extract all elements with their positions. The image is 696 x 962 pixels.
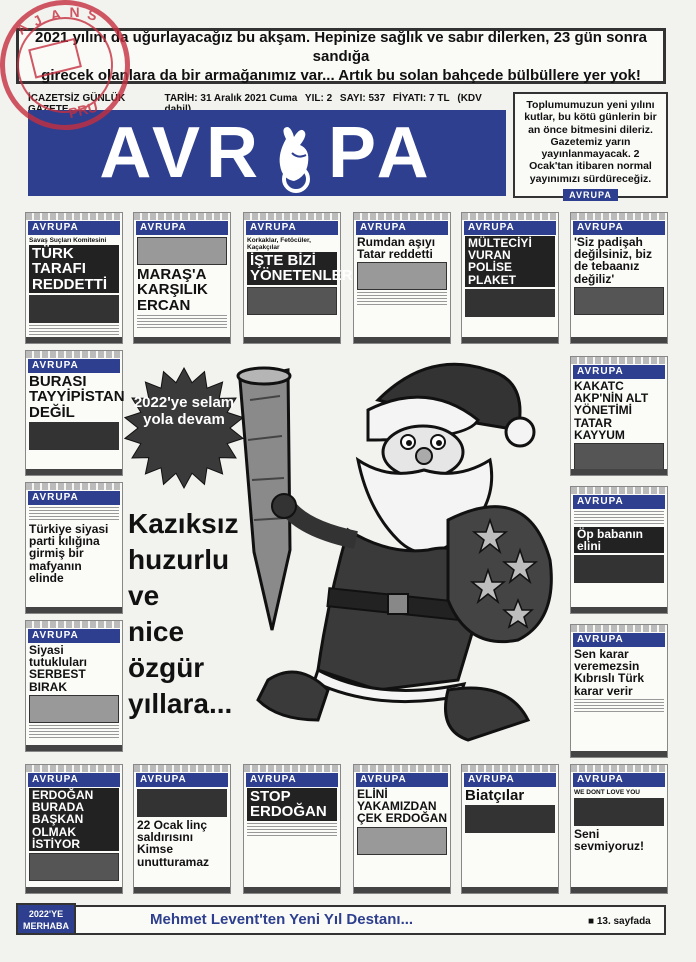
page-photo (29, 422, 119, 450)
holiday-notice (513, 92, 668, 201)
page-headline: Rumdan aşıyı Tatar reddetti (357, 235, 436, 262)
page-text-lines (357, 292, 447, 306)
page-headline: Türkiye siyasi parti kılığına girmiş bir mafyanın elinde (29, 522, 109, 585)
page-logo: AVRUPA (136, 773, 228, 787)
page-footer (134, 887, 230, 893)
page-text-lines (29, 507, 119, 521)
page-headline: Seni sevmiyoruz! (574, 827, 645, 854)
page-photo (29, 295, 119, 323)
stamp-letter-a2: A (48, 5, 63, 24)
page-photo (137, 789, 227, 817)
page-strip (354, 213, 450, 220)
banner-line-2: girecek olanlara da bir armağanımız var... Artık bu solan bahçede bülbüllere yer yok! (41, 66, 641, 84)
page-headline: Biatçılar (465, 787, 525, 804)
page-footer (571, 607, 667, 613)
page-headline: Öp babanın elini (574, 527, 664, 553)
issue-date: TARİH: 31 Aralık 2021 Cuma (164, 93, 298, 104)
page-footer (571, 887, 667, 893)
new-year-slogan (128, 506, 298, 722)
slogan-line-2: huzurlu (128, 544, 230, 575)
page-photo (574, 798, 664, 826)
front-page-thumb (570, 212, 668, 344)
stamp-letter-n: N (69, 4, 80, 21)
page-footer (26, 607, 122, 613)
page-strip (244, 213, 340, 220)
front-page-thumb (25, 482, 123, 614)
page-footer (26, 745, 122, 751)
page-photo (574, 443, 664, 471)
page-tagline: Korkaklar, Fetöcüler, Kaçakçılar (247, 237, 311, 251)
page-headline: BURASI TAYYİPİSTAN DEĞİL (29, 373, 125, 421)
page-logo: AVRUPA (28, 773, 120, 787)
page-strip (134, 213, 230, 220)
starburst-text: 2022'ye selam yola devam (133, 394, 235, 428)
slogan-line-3: ve (128, 580, 160, 611)
front-page-thumb (570, 486, 668, 614)
front-page-thumb (243, 212, 353, 344)
page-logo: AVRUPA (573, 365, 665, 379)
page-headline: STOP ERDOĞAN (247, 788, 337, 821)
slogan-line-5: özgür (128, 652, 205, 683)
page-footer (571, 469, 667, 475)
page-photo (574, 287, 664, 315)
notice-logo: AVRUPA (563, 189, 618, 201)
front-page-thumb (570, 624, 668, 758)
page-photo (465, 289, 555, 317)
page-photo (574, 555, 664, 583)
stamp-bottom-text: PRU (66, 98, 100, 122)
page-headline: Sen karar veremezsin Kıbrıslı Türk karar verir (574, 647, 645, 698)
page-footer (26, 887, 122, 893)
page-strip (462, 765, 558, 772)
front-page-thumb (133, 212, 231, 344)
page-footer (354, 887, 450, 893)
front-page-thumb (25, 212, 123, 344)
page-photo (357, 262, 447, 290)
page-headline: MÜLTECİYİ VURAN POLİSE PLAKET (465, 236, 555, 287)
page-logo: AVRUPA (573, 773, 665, 787)
page-footer (571, 337, 667, 343)
page-strip (354, 765, 450, 772)
page-strip (571, 765, 667, 772)
page-footer (134, 337, 230, 343)
page-headline: MARAŞ'A KARŞILIK ERCAN (137, 266, 208, 314)
stamp-letter-a: A (12, 19, 32, 38)
page-headline: 'Siz padişah değilsiniz, biz de tebaanız değiliz' (574, 235, 653, 286)
page-logo: AVRUPA (464, 773, 556, 787)
page-headline: ELİNİ YAKAMIZDAN ÇEK ERDOĞAN (357, 787, 448, 826)
page-photo (29, 853, 119, 881)
thinker-statue-icon (264, 123, 328, 193)
stamp-letter-s: S (85, 5, 100, 24)
teaser-headline: Mehmet Levent'ten Yeni Yıl Destanı... (150, 911, 414, 928)
page-headline: TÜRK TARAFI REDDETTİ (29, 245, 119, 293)
page-tagline: Savaş Suçları Komitesini (29, 237, 107, 244)
banner-line-1: 2021 yılını da uğurlayacağız bu akşam. Hepinize sağlık ve sabır dilerken, 23 gün sonra sandığa (35, 28, 647, 65)
page-logo: AVRUPA (573, 221, 665, 235)
masthead-label: İCAZETSİZ GÜNLÜK (28, 93, 126, 104)
page-reference: ■ 13. sayfada (588, 916, 651, 927)
page-strip (571, 357, 667, 364)
page-strip (26, 765, 122, 772)
stamp-letter-j: J (30, 11, 45, 30)
front-page-thumb (243, 764, 341, 894)
page-logo: AVRUPA (573, 633, 665, 647)
front-page-thumb (25, 350, 123, 476)
page-photo (465, 805, 555, 833)
page-strip (134, 765, 230, 772)
issue-vat: (KDV (457, 93, 482, 104)
page-footer (26, 469, 122, 475)
page-strip (571, 213, 667, 220)
page-footer (571, 751, 667, 757)
page-logo: AVRUPA (356, 221, 448, 235)
page-strip (26, 213, 122, 220)
slogan-line-6: yıllara... (128, 688, 233, 719)
issue-number: SAYI: 537 (339, 93, 386, 104)
page-text-lines (574, 699, 664, 713)
page-logo: AVRUPA (356, 773, 448, 787)
slogan-line-1: Kazıksız (128, 508, 239, 539)
page-strip (26, 483, 122, 490)
page-strip (26, 621, 122, 628)
page-text-lines (137, 315, 227, 329)
page-strip (26, 351, 122, 358)
page-photo (137, 237, 227, 265)
page-headline: İŞTE BİZİ YÖNETENLER (247, 252, 337, 285)
page-footer (462, 887, 558, 893)
page-footer (26, 337, 122, 343)
page-photo (29, 695, 119, 723)
page-strip (244, 765, 340, 772)
page-headline: 22 Ocak linç saldırısını Kimse unutturamaz (137, 818, 209, 869)
page-footer (244, 887, 340, 893)
page-logo: AVRUPA (28, 221, 120, 235)
page-logo: AVRUPA (136, 221, 228, 235)
page-photo (357, 827, 447, 855)
front-page-thumb (25, 764, 123, 894)
merhaba-badge: 2022'YE MERHABA (16, 903, 76, 935)
page-text-lines (247, 823, 337, 837)
page-headline: KAKATC AKP'NİN ALT YÖNETİMİ TATAR KAYYUM (574, 379, 649, 442)
page-logo: AVRUPA (573, 495, 665, 509)
logo-wordmark (99, 112, 434, 194)
logo-right: PA (327, 113, 435, 193)
front-page-thumb (570, 356, 668, 476)
page-photo (247, 287, 337, 315)
front-page-thumb (461, 212, 559, 344)
page-logo: AVRUPA (464, 221, 556, 235)
slogan-line-4: nice (128, 616, 185, 647)
page-logo: AVRUPA (246, 221, 338, 235)
newspaper-logo (28, 110, 506, 196)
front-page-thumb (25, 620, 123, 752)
page-logo: AVRUPA (246, 773, 338, 787)
notice-text: Toplumumuzun yeni yılını kutlar, bu kötü günlerin bir an önce bitmesini dileriz. Gazetemiz yarın yayınlanmayacak. 2 Ocak'tan itibaren normal yayınımızı sürdüreceğiz. (524, 99, 657, 185)
page-strip (462, 213, 558, 220)
page-strip (571, 487, 667, 494)
issue-price: FİYATI: 7 TL (392, 93, 450, 104)
page-logo: AVRUPA (28, 359, 120, 373)
logo-left: AVR (99, 113, 264, 193)
page-logo: AVRUPA (28, 629, 120, 643)
issue-info (164, 93, 506, 107)
page-headline: ERDOĞAN BURADA BAŞKAN OLMAK İSTİYOR (29, 788, 119, 851)
front-page-thumb (353, 764, 451, 894)
issue-year: YIL: 2 (304, 93, 333, 104)
front-page-thumb (461, 764, 559, 894)
page-text-lines (574, 511, 664, 525)
page-tagline: WE DONT LOVE YOU (574, 789, 640, 796)
front-page-thumb (133, 764, 231, 894)
page-headline: Siyasi tutukluları SERBEST BIRAK (29, 643, 88, 694)
page-strip (571, 625, 667, 632)
page-text-lines (29, 725, 119, 739)
page-logo: AVRUPA (28, 491, 120, 505)
front-page-thumb (570, 764, 668, 894)
front-page-thumb (353, 212, 451, 344)
